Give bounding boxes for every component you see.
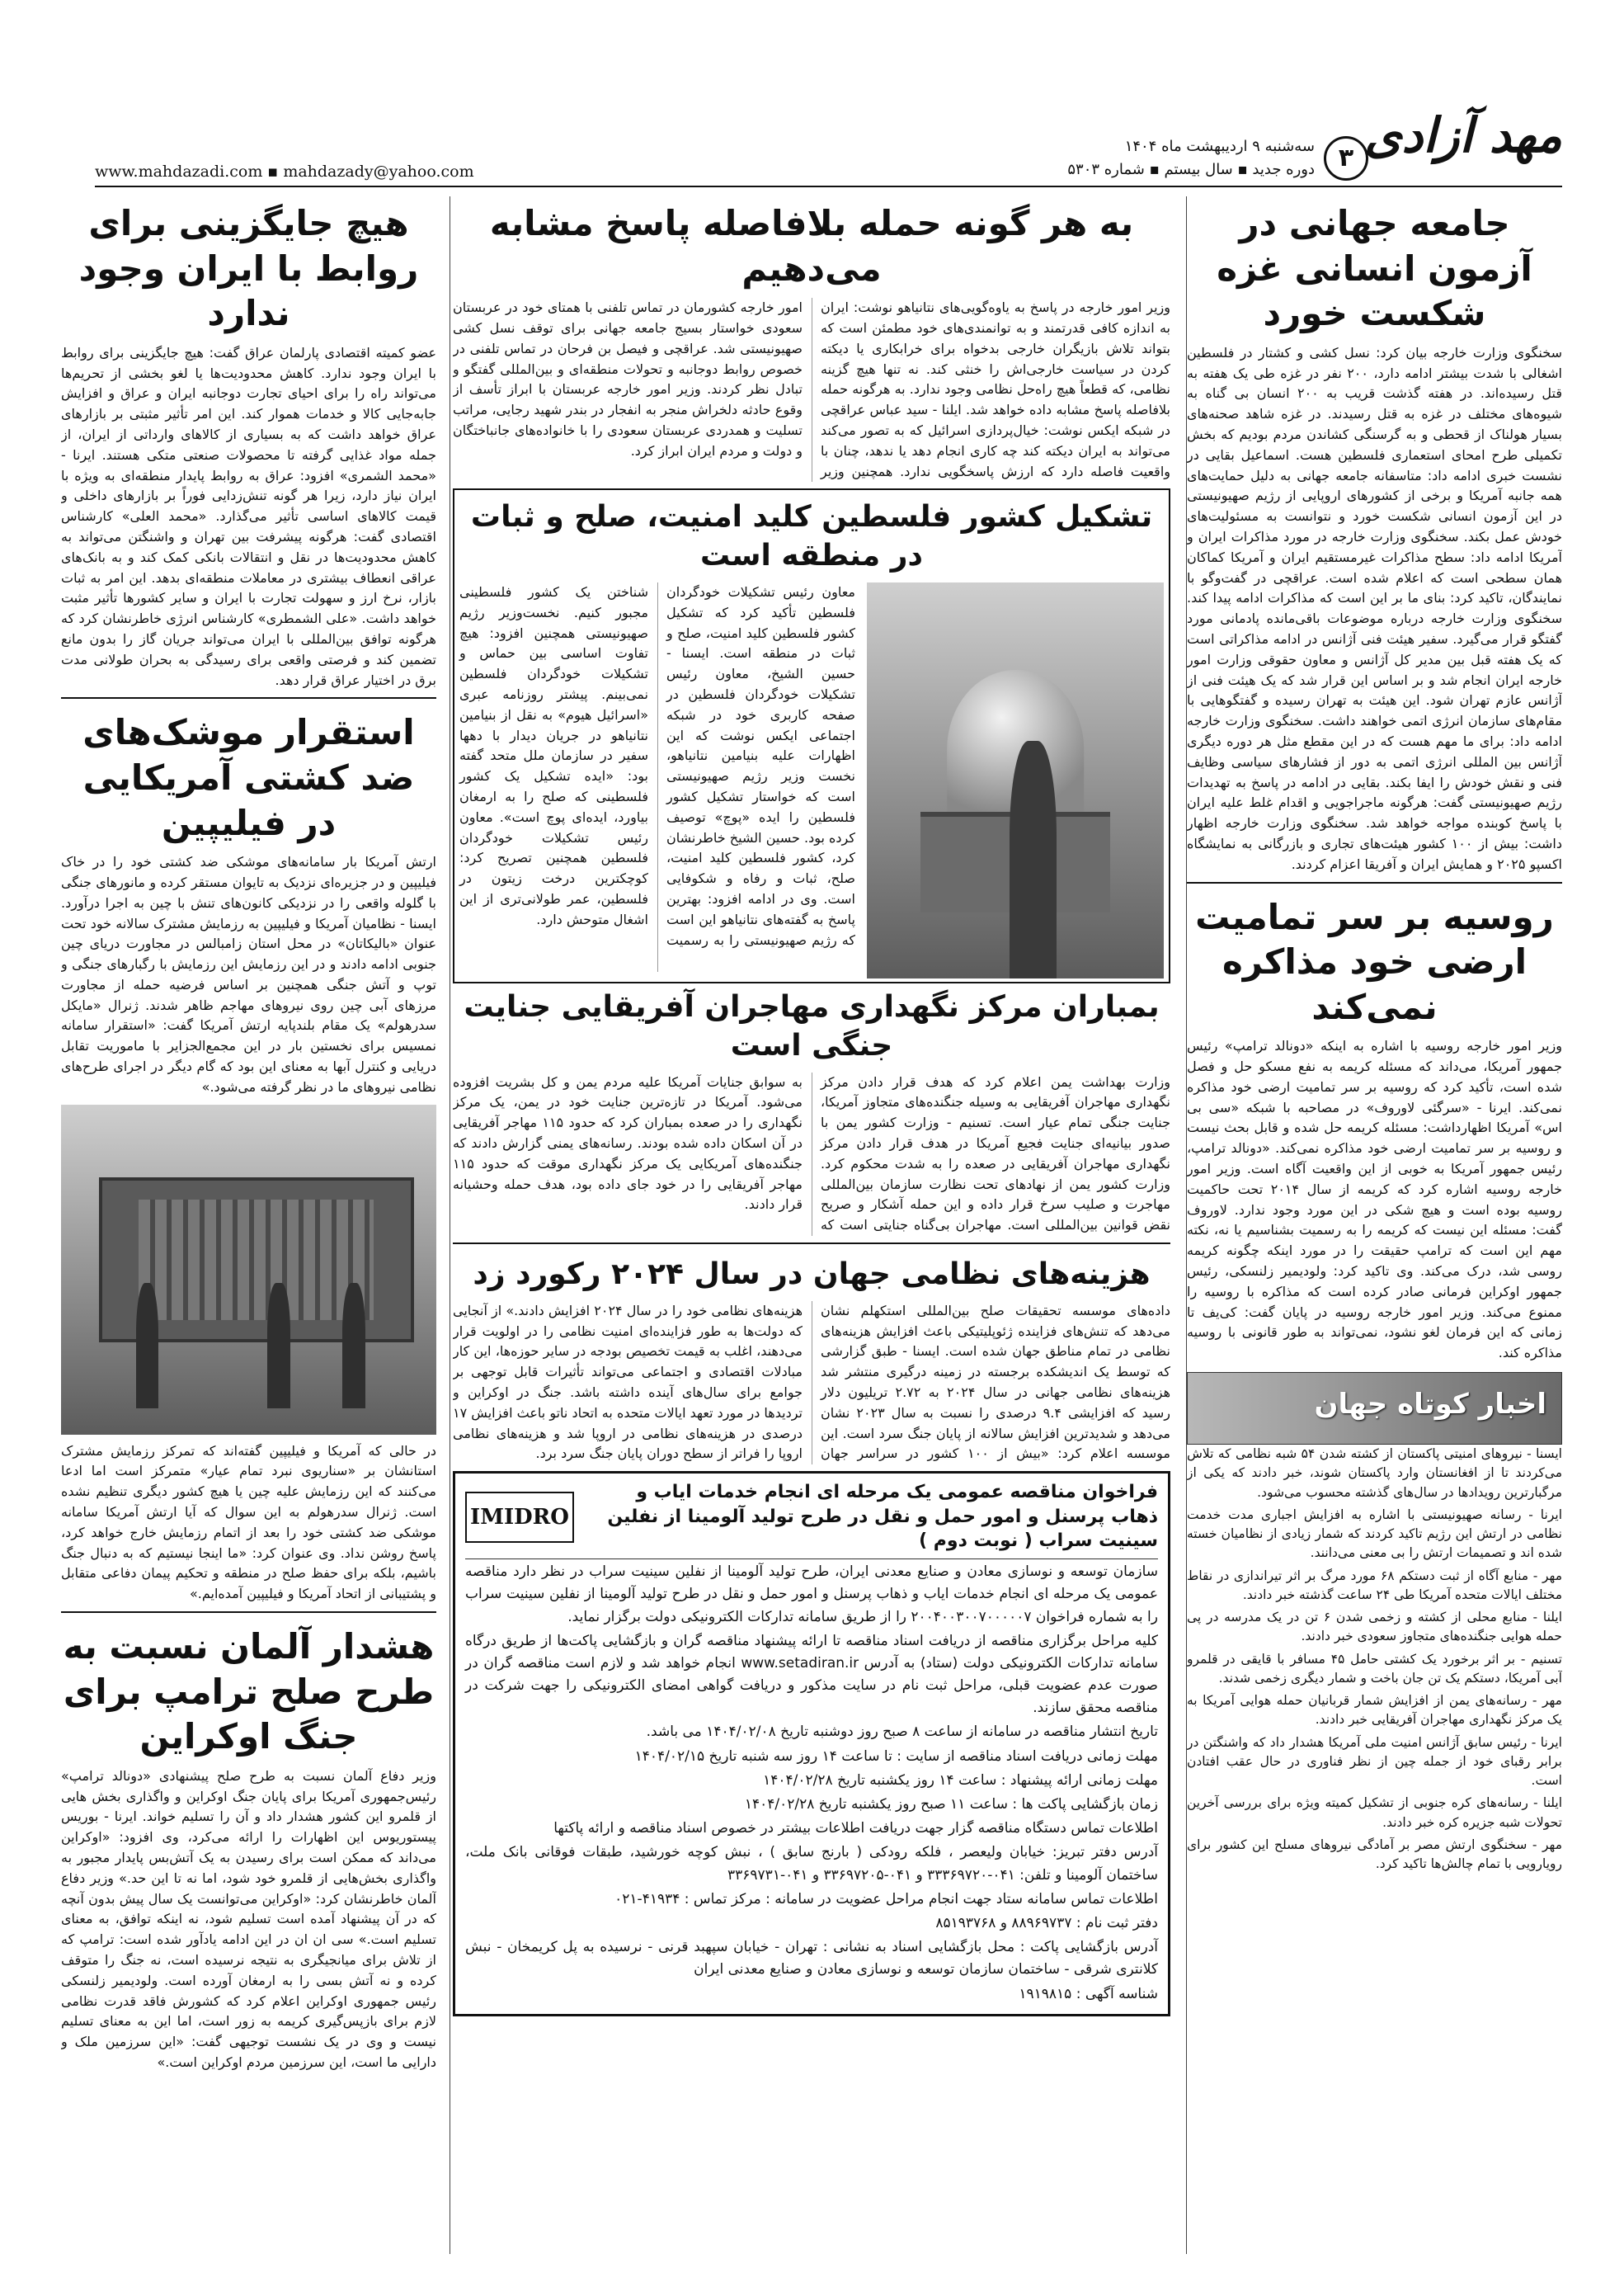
ad-line: مهلت زمانی دریافت اسناد مناقصه از سایت : تا ساعت ۱۴ روز سه شنبه تاریخ ۱۴۰۴/۰۲/۱۵	[634, 1747, 1158, 1765]
article-body: سخنگوی وزارت خارجه بیان کرد: نسل کشی و کشتار در فلسطین اشغالی با شدت بیشتر ادامه دارد، ۲۰۰ نفر در غزه طی یک هفته به قتل رسیده‌اند. در هفته گذشت قریب به ۲۰۰ انسان بی گناه به شیوه‌های مختلف در غزه به قتل رسیدند. در غزه شاهد صحنه‌های بسیار هولناک از قحطی و به گرسنگی کشاندن مردم بودیم که بخش تکمیلی طرح امحای استعماری فلسطین هست. اسماعیل بقایی در نشست خبری ادامه داد: متاسفانه جامعه جهانی به دلیل حمایت‌های همه جانبه آمریکا و برخی از کشورهای اروپایی از رژیم صهیونیستی در این آزمون انسانی شکست خورد و نتوانست به مسئولیت‌های خودش عمل بکند. سخنگوی وزارت خارجه در مورد مذاکرات ایران و آمریکا ادامه داد: سطح مذاکرات غیرمستقیم ایران و آمریکا کماکان همان سطحی است که اعلام شده است. عراقچی در گفت‌وگو با نمایندگان، تاکید کرد: بنای ما بر این است که مذاکرات ادامه پیدا کند. سخنگوی وزارت خارجه درباره موضوعات باقی‌مانده پادمانی مورد گفتگو قرار می‌گیرد. سفیر هیئت فنی آژانس در ادامه مذاکراتی است که یک هفته قبل بین مدیر کل آژانس و معاون حقوقی وزارت امور خارجه ایران انجام شد و بر اساس این قرار شد که یک هیئت فنی از آژانس عازم تهران شود. این هیئت به تهران رسیده و گفتگوهایی با مقام‌های سازمان انرژی اتمی خواهند داشت. سخنگوی وزارت خارجه ادامه داد: برای ما مهم هست که در این مقطع مثل هر دوره دیگری آژانس بین المللی انرژی اتمی به دور از فشارهای سیاسی وظایف فنی و نقش خودش را ایفا بکند. بقایی در ادامه در پاسخ به تهدیدات رژیم صهیونیستی گفت: هرگونه ماجراجویی و اقدام غلط علیه ایران با پاسخ کوبنده مواجه خواهد شد. سخنگوی وزارت خارجه اظهار داشت: بیش از ۱۰۰ کشور هیئت‌های تجاری و بازرگانی به نمایشگاه اکسپو ۲۰۲۵ و همایش ایران و آفریقا اعزام کردند.	[1187, 344, 1562, 872]
ad-line: آدرس دفتر تبریز: خیابان ولیعصر ، فلکه رودکی ( بارنج سابق ) ، نبش کوچه خورشید، طبقات فوقانی بانک ملت، ساختمان آلومینا و تلفن: ۰۴۱-۳۳۳۶۹۷۲۰ و ۰۴۱-۳۳۶۹۷۲۰۵ و ۰۴۱-۳۳۶۹۷۳۱	[465, 1844, 1158, 1884]
list-item: ایلنا - منابع محلی از کشته و زخمی شدن ۶ تن در یک مدرسه در پی حمله هوایی جنگنده‌های متجاوز سعودی خبر دادند.	[1187, 1610, 1562, 1644]
list-item: ایسنا - نیروهای امنیتی پاکستان از کشته شدن ۵۴ شبه نظامی که تلاش می‌کردند تا از افغانستان وارد پاکستان شوند، خبر دادند که یکی از مرگبارترین رویدادها در سال‌های گذشته محسوب می‌شود.	[1187, 1446, 1562, 1500]
list-item: مهر - منابع آگاه از ثبت دستکم ۶۸ مورد مرگ بر اثر تیراندازی در نقاط مختلف ایالات متحده آمریکا طی ۲۴ ساعت گذشته خبر دادند.	[1187, 1568, 1562, 1602]
divider	[61, 1611, 436, 1613]
article-body: عضو کمیته اقتصادی پارلمان عراق گفت: هیچ جایگزینی برای روابط با ایران وجود ندارد. کاهش محدودیت‌ها یا لغو بخشی از تحریم‌ها می‌تواند راه را برای احیای تجارت دوجانبه ایران و عراق و افزایش جابه‌جایی کالا و خدمات هموار کند. این امر تأثیر مثبتی بر بازارهای عراق خواهد داشت که به بسیاری از کالاهای وارداتی از ایران، از جمله مواد غذایی گرفته تا محصولات صنعتی متکی هستند. ایرنا - «محمد الشمری» افزود: عراق به روابط پایدار منطقه‌ای به ویژه با ایران نیاز دارد، زیرا هر گونه تنش‌زدایی فوراً بر بازارهای داخلی و قیمت کالاهای اساسی تأثیر می‌گذارد. «محمد العلی» کارشناس اقتصادی گفت: هرگونه پیشرفت بین تهران و واشنگتن می‌تواند به کاهش محدودیت‌ها در نقل و انتقالات بانکی کمک کند و به بانک‌های عراقی انعطاف بیشتری در معاملات منطقه‌ای بدهد. این امر به ثبات بازار، نرخ ارز و سهولت تجارت با ایران و سایر کشورها تأثیر مثبت خواهد داشت. «علی الشمطری» کارشناس انرژی خاطرنشان کرد که هرگونه توافق بین‌المللی با ایران می‌تواند جریان گاز را بدون مانع تضمین کند و فرصتی واقعی برای رسیدگی به بحران طولانی مدت برق در اختیار عراق قرار دهد.	[61, 344, 436, 688]
palestine-box	[453, 488, 1170, 983]
list-item: مهر - رسانه‌های یمن از افزایش شمار قربانیان حمله هوایی آمریکا به یک مرکز نگهداری مهاجران آفریقایی خبر دادند.	[1187, 1693, 1562, 1728]
ad-line: مهلت زمانی ارائه پیشنهاد : ساعت ۱۴ روز یکشنبه تاریخ ۱۴۰۴/۰۲/۲۸	[763, 1771, 1158, 1789]
ad-line: اطلاعات تماس دستگاه مناقصه گزار جهت دریافت اطلاعات بیشتر در خصوص اسناد مناقصه و ارائه پاکتها	[553, 1820, 1158, 1837]
website-email[interactable]: www.mahdazadi.com ▪ mahdazady@yahoo.com	[95, 163, 474, 181]
world-news-title: اخبار کوتاه جهان	[1314, 1388, 1546, 1422]
article-title: هیچ جایگزینی برای روابط با ایران وجود ندارد	[78, 203, 419, 334]
issue-info: دوره جدید ▪ سال بیستم ▪ شماره ۵۳۰۳	[1067, 161, 1315, 178]
ad-body	[465, 1561, 1158, 2006]
ad-line: آدرس بازگشایی پاکت : محل بازگشایی اسناد به نشانی : تهران - خیابان سپهبد قرنی - نرسیده به پل کریمخان - نبش کلانتری شرقی - ساختمان سازمان توسعه و نوسازی معادن و صنایع معدنی ایران	[465, 1939, 1158, 1978]
list-item: ایرنا - رئیس سابق آژانس امنیت ملی آمریکا هشدار داد که واشنگتن در برابر رقبای خود از جمله چین از نظر فناوری در حال عقب افتادن است.	[1187, 1734, 1562, 1789]
ad-line: تاریخ انتشار مناقصه در سامانه از ساعت ۸ صبح روز دوشنبه تاریخ ۱۴۰۴/۰۲/۰۸ می باشد.	[646, 1724, 1158, 1741]
masthead	[95, 107, 1562, 187]
imidro-logo: IMIDRO	[465, 1492, 574, 1543]
world-news-list	[1187, 1445, 1562, 1874]
divider	[61, 697, 436, 699]
ad-line: شناسه آگهی : ۱۹۱۹۸۱۵	[1019, 1985, 1158, 2002]
divider	[1187, 882, 1562, 884]
article-title: تشکیل کشور فلسطین کلید امنیت، صلح و ثبات در منطقه است	[470, 500, 1153, 573]
article-body: وزیر امور خارجه در پاسخ به یاوه‌گویی‌های نتانیاهو نوشت: ایران به اندازه کافی قدرتمند و به توانمندی‌های خود مطمئن است که بتواند تلاش بازیگران خارجی بدخواه برای خرابکاری یا دیکته کردن در سیاست خارجی‌اش را خنثی کند. نه تنها هیچ گزینه نظامی، که قطعاً هیچ راه‌حل نظامی وجود ندارد. به هرگونه حمله بلافاصله پاسخ مشابه داده خواهد شد. ایلنا - سید عباس عراقچی در شبکه ایکس نوشت: خیال‌پردازی اسرائیل که به تصور می‌کند می‌تواند به ایران دیکته کند چه کاری انجام دهد یا ندهد، چنان با واقعیت فاصله دارد که ارزش پاسخگویی ندارد. همچنین وزیر امور خارجه کشورمان در تماس تلفنی با همتای خود در عربستان سعودی خواستار بسیج جامعه جهانی برای توقف نسل کشی صهیونیستی شد. عراقچی و فیصل بن فرحان در تماس تلفنی در خصوص روابط دوجانبه و تحولات منطقه‌ای و بین‌المللی گفتگو و تبادل نظر کردند. وزیر امور خارجه عربستان با ابراز تأسف از وقوع حادثه دلخراش منجر به انفجار در بندر شهید رجایی، مراتب تسلیت و همدردی عربستان سعودی را با خانواده‌های جانباختگان و دولت و مردم ایران ابراز کرد.	[453, 299, 1170, 479]
article-body: وزارت بهداشت یمن اعلام کرد که هدف قرار دادن مرکز نگهداری مهاجران آفریقایی به وسیله جنگنده‌های متجاوز آمریکا، جنایت جنگی تمام عیار است. تسنیم - وزارت کشور یمن با صدور بیانیه‌ای جنایت فجیع آمریکا در هدف قرار دادن مرکز نگهداری مهاجران آفریقایی در صعده را به شدت محکوم کرد. وزارت کشور یمن از نهادهای تحت نظارت سازمان بین‌المللی مهاجرت و صلیب سرخ قرار داده و این حمله آشکار و صریح نقض قوانین بین‌المللی است. مهاجران بی‌گناه جنایتی است که به سوابق جنایات آمریکا علیه مردم یمن و کل بشریت افزوده می‌شود. آمریکا در تازه‌ترین جنایت خود در یمن، یک مرکز نگهداری را در صعده بمباران کرد که حدود ۱۱۵ مهاجر آفریقایی در آن اسکان داده شده بودند. رسانه‌های یمنی گزارش دادند که جنگنده‌های آمریکایی یک مرکز نگهداری موقت که حدود ۱۱۵ مهاجر آفریقایی را در خود جای داده بود، هدف حمله وحشیانه قرار دادند.	[453, 1073, 1170, 1233]
list-item: تسنیم - بر اثر برخورد یک کشتی حامل ۴۵ مسافر با قایقی در قلمرو آبی آمریکا، دستکم یک تن جان باخت و شمار دیگری زخمی شدند.	[1187, 1651, 1562, 1686]
ad-line: اطلاعات تماس سامانه ستاد جهت انجام مراحل عضویت در سامانه : مرکز تماس : ۴۱۹۳۴-۰۲۱	[614, 1890, 1158, 1907]
ad-header	[465, 1480, 1158, 1559]
article-title: به هر گونه حمله بلافاصله پاسخ مشابه می‌دهیم	[489, 203, 1134, 289]
page-number: ۳	[1324, 136, 1368, 181]
article-body: داده‌های موسسه تحقیقات صلح بین‌المللی استکهلم نشان می‌دهد که تنش‌های فزاینده ژئوپلیتیکی باعث افزایش هزینه‌های نظامی در تمام مناطق جهان شده است. ایسنا - طبق گزارشی که توسط یک اندیشکده برجسته در زمینه درگیری منتشر شد هزینه‌های نظامی جهانی در سال ۲۰۲۴ به ۲.۷۲ تریلیون دلار رسید که افزایشی ۹.۴ درصدی را نسبت به سال ۲۰۲۳ نشان می‌دهد و شدیدترین افزایش سالانه از پایان جنگ سرد است. این موسسه اعلام کرد: «بیش از ۱۰۰ کشور در سراسر جهان هزینه‌های نظامی خود را در سال ۲۰۲۴ افزایش دادند.» از آنجایی که دولت‌ها به طور فزاینده‌ای امنیت نظامی را در اولویت قرار می‌دهند، اغلب به قیمت تخصیص بودجه در سایر حوزه‌ها، این کار مبادلات اقتصادی و اجتماعی می‌تواند تأثیرات قابل توجهی بر جوامع برای سال‌های آینده داشته باشد. جنگ در اوکراین و تردیدها در مورد تعهد ایالات متحده به اتحاد ناتو باعث افزایش ۱۷ درصدی در هزینه‌های نظامی در اروپا شد و هزینه‌های نظامی اروپا را فراتر از سطح دوران پایان جنگ سرد برد.	[453, 1302, 1170, 1462]
article-title: استقرار موشک‌های ضد کشتی آمریکایی در فیلیپین	[82, 712, 415, 843]
al-aqsa-photo	[867, 582, 1164, 978]
left-column	[61, 196, 436, 2254]
world-news-banner	[1187, 1372, 1562, 1445]
article-title: هزینه‌های نظامی جهان در سال ۲۰۲۴ رکورد زد	[473, 1257, 1151, 1291]
ad-line: دفتر ثبت نام : ۸۸۹۶۹۷۳۷ و ۸۵۱۹۳۷۶۸	[935, 1914, 1158, 1931]
masthead-rule	[95, 186, 1562, 187]
soldier-shape	[136, 1283, 158, 1408]
article-title: بمباران مرکز نگهداری مهاجران آفریقایی جنایت جنگی است	[464, 989, 1160, 1063]
article-body: وزیر دفاع آلمان نسبت به طرح صلح پیشنهادی «دونالد ترامپ» رئیس‌جمهوری آمریکا برای پایان جنگ اوکراین و واگذاری بخش هایی از قلمرو این کشور هشدار داد و آن را تسلیم خواند. ایرنا - بوریس پیستوریوس این اظهارات را ارائه می‌کرد، وی افزود: «اوکراین می‌داند که ممکن است برای رسیدن به یک آتش‌بس پایدار مجبور به واگذاری بخش‌هایی از قلمرو خود شود، اما نه تا این حد.» وزیر دفاع آلمان خاطرنشان کرد: «اوکراین می‌توانست یک سال پیش بدون آنچه که در آن پیشنهاد آمده است تسلیم شود، نه اینکه توافق، به معنای تسلیم است.» سی ان ان در این ادامه یادآور شده است: ترامپ که از تلاش برای میانجیگری به نتیجه نرسیده است، نه جنگ را متوقف کرده و نه آتش بسی را به ارمغان آورده است. ولودیمیر زلنسکی رئیس جمهوری اوکراین اعلام کرد که کشورش فاقد قدرت نظامی لازم برای بازپس‌گیری کریمه به زور است، اما این به معنای تسلیم نیست و وی در یک نشست توجیهی گفت: «این سرزمین ملک و دارایی ما است، این سرزمین مردم اوکراین است.»	[61, 1767, 436, 2070]
article-title: روسیه بر سر تمامیت ارضی خود مذاکره نمی‌کند	[1195, 896, 1554, 1027]
ad-line: زمان بازگشایی پاکت ها : ساعت ۱۱ صبح روز یکشنبه تاریخ ۱۴۰۴/۰۲/۲۸	[744, 1796, 1158, 1813]
missile-system-photo	[61, 1105, 436, 1435]
newspaper-logo: مهد آزادی	[1364, 107, 1562, 163]
article-body: در حالی که آمریکا و فیلیپین گفته‌اند که تمرکز رزمایش مشترک استانشان بر «سناریوی نبرد تمام عیار» متمرکز است اما ادعا می‌کنند که این رزمایش علیه چین یا هیچ کشور دیگری تنظیم نشده است. ژنرال سدرهولم به این سوال که آیا ارتش آمریکا سامانه موشکی ضد کشتی خود را بعد از اتمام رزمایش خارج خواهد کرد، پاسخ روشن نداد. وی عنوان کرد: «ما اینجا نیستیم که به دنبال جنگ باشیم، بلکه برای حفظ صلح در منطقه و تحکیم پیمان دفاعی متقابل و پشتیبانی از اتحاد آمریکا و فیلیپین آمده‌ایم.»	[61, 1442, 436, 1602]
article-title: هشدار آلمان نسبت به طرح صلح ترامپ برای جنگ اوکراین	[63, 1626, 435, 1757]
tender-advertisement	[453, 1471, 1170, 2016]
issue-date: سه‌شنبه ۹ اردیبهشت ماه ۱۴۰۴	[1124, 138, 1315, 155]
article-title: جامعه جهانی در آزمون انسانی غزه شکست خورد	[1217, 203, 1532, 334]
article-body: ارتش آمریکا بار سامانه‌های موشکی ضد کشتی خود را در خاک فیلیپین و در جزیره‌ای نزدیک به تایوان مستقر کرده و مانورهای جنگی با گلوله واقعی را در نزدیکی کانون‌های تنش با چین به اجرا درآورد. ایسنا - نظامیان آمریکا و فیلیپین به رزمایش مشترک سالانه خود تحت عنوان «بالیکاتان» در محل استان زامبالس در مجاورت دریای چین جنوبی ادامه دادند و در این رزمایش این رزمایش با رگبارهای جنگی و توپ و آتش جنگی همچنین بر اساس فرضیه حمله از مجاورت مرزهای آبی چین روی نیروهای مهاجم ظاهر شدند. ژنرال «مایکل سدرهولم» یک مقام بلندپایه ارتش آمریکا گفت: «استقرار سامانه نمسیس برای نخستین بار در این مجمع‌الجزایر با ماموریت تقابل دریایی و کنترل آبها به معنای این بود که گام دیگر در اجرای طرح‌های نظامی نیروهای ما در نظر گرفته می‌شود.»	[61, 854, 436, 1095]
divider	[453, 1243, 1170, 1244]
woman-figure-shape	[1010, 741, 1057, 978]
list-item: ایلنا - رسانه‌های کره جنوبی از تشکیل کمیته ویژه برای بررسی آخرین تحولات شبه جزیره کره خبر دادند.	[1187, 1795, 1562, 1830]
right-column	[1187, 196, 1562, 2254]
ad-title: فراخوان مناقصه عمومی یک مرحله ای انجام خدمات ایاب و ذهاب پرسنل و امور حمل و نقل در طرح تولید آلومینا از نفلین سینیت سراب ( نوبت دوم )	[607, 1482, 1158, 1552]
list-item: مهر - سخنگوی ارتش مصر بر آمادگی نیروهای مسلح این کشور برای رویارویی با تمام چالش‌ها تاکید کرد.	[1187, 1837, 1562, 1872]
article-body: وزیر امور خارجه روسیه با اشاره به اینکه «دونالد ترامپ» رئیس جمهور آمریکا، می‌داند که مسئله کریمه به نفع مسکو حل و فصل شده است، تأکید کرد که روسیه بر سر تمامیت ارضی خود مذاکره نمی‌کند. ایرنا - «سرگئی لاوروف» در مصاحبه با شبکه «سی بی اس» آمریکا اظهارداشت: مسئله کریمه حل شده و قابل بحث نیست و روسیه بر سر تمامیت ارضی خود مذاکره نمی‌کند. «دونالد ترامپ، رئیس جمهور آمریکا به خوبی از این واقعیت آگاه است. وزیر امور خارجه روسیه اشاره کرد که کریمه از سال ۲۰۱۴ تحت حاکمیت روسیه بوده است و هیچ شکی در این مورد وجود ندارد. لاوروف گفت: مسئله این نیست که کریمه را به رسمیت بشناسیم یا نه، نکته مهم این است که ترامپ حقیقت را در مورد اینکه چگونه کریمه روسی شد، درک می‌کند. وی تاکید کرد: ولودیمیر زلنسکی، رئیس جمهور اوکراین فرمانی صادر کرده است که مذاکره با روسیه را ممنوع می‌کند. وزیر امور خارجه روسیه در پایان گفت: کی‌یف تا زمانی که این فرمان لغو نشود، نمی‌تواند به طور قانونی با روسیه مذاکره کند.	[1187, 1038, 1562, 1361]
middle-column	[453, 196, 1170, 2254]
soldier-shape	[342, 1283, 365, 1408]
ad-line: سازمان توسعه و نوسازی معادن و صنایع معدنی ایران، طرح تولید آلومینا از نفلین سینیت سراب در نظر دارد مناقصه عمومی یک مرحله ای انجام خدمات ایاب و ذهاب پرسنل و امور حمل و نقل در طرح تولید آلومینا از نفلین سینیت سراب را به شماره فراخوان ۲۰۰۴۰۰۳۰۰۷۰۰۰۰۰۷ را از طریق سامانه تدارکات الکترونیکی دولت برگزار نماید.	[465, 1563, 1158, 1625]
article-body: معاون رئیس تشکیلات خودگردان فلسطین تأکید کرد که تشکیل کشور فلسطین کلید امنیت، صلح و ثبات در منطقه است. ایسنا - حسین الشیخ، معاون رئیس تشکیلات خودگردان فلسطین در صفحه کاربری خود در شبکه اجتماعی ایکس نوشت که این اظهارات علیه بنیامین نتانیاهو، نخست وزیر رژیم صهیونیستی است که خواستار تشکیل کشور فلسطین را ایده «پوچ» توصیف کرده بود. حسین الشیخ خاطرنشان کرد، کشور فلسطین کلید امنیت، صلح، ثبات و رفاه و شکوفایی است. وی در ادامه افزود: بهترین پاسخ به گفته‌های نتانیاهو این است که رژیم صهیونیستی را به رسمیت شناختن یک کشور فلسطینی مجبور کنیم. نخست‌وزیر رژیم صهیونیستی همچنین افزود: هیچ تفاوت اساسی بین حماس و تشکیلات خودگردان فلسطین نمی‌بینم. پیشتر روزنامه عبری «اسرائیل هیوم» به نقل از بنیامین نتانیاهو در جریان دیدار با دهها سفیر در سازمان ملل متحد گفته بود: «ایده تشکیل یک کشور فلسطینی که صلح را به ارمغان بیاورد، ایده‌ای پوچ است». معاون رئیس تشکیلات خودگردان فلسطین همچنین تصریح کرد: کوچکترین درخت زیتون در فلسطین، عمر طولانی‌تری از این اشغال متوحش دارد.	[459, 583, 855, 948]
soldier-shape	[267, 1283, 289, 1408]
list-item: ایرنا - رسانه صهیونیستی با اشاره به افزایش اجباری مدت خدمت نظامی در ارتش این رژیم تاکید کردند که شمار زیادی از نظامیان خسته شده اند و تصمیمات ارتش را بی معنی می‌دانند.	[1187, 1507, 1562, 1561]
ad-line: کلیه مراحل برگزاری مناقصه از دریافت اسناد مناقصه تا ارائه پیشنهاد مناقصه گران و بازگشایی پاکت‌ها از طریق درگاه سامانه تدارکات الکترونیکی دولت (ستاد) به آدرس www.setadiran.ir انجام خواهد شد و لازم است مناقصه گران در صورت عدم عضویت قبلی، مراحل ثبت نام در سایت مذکور و دریافت گواهی امضای الکترونیکی را جهت شرکت در مناقصه محقق سازند.	[465, 1632, 1158, 1717]
